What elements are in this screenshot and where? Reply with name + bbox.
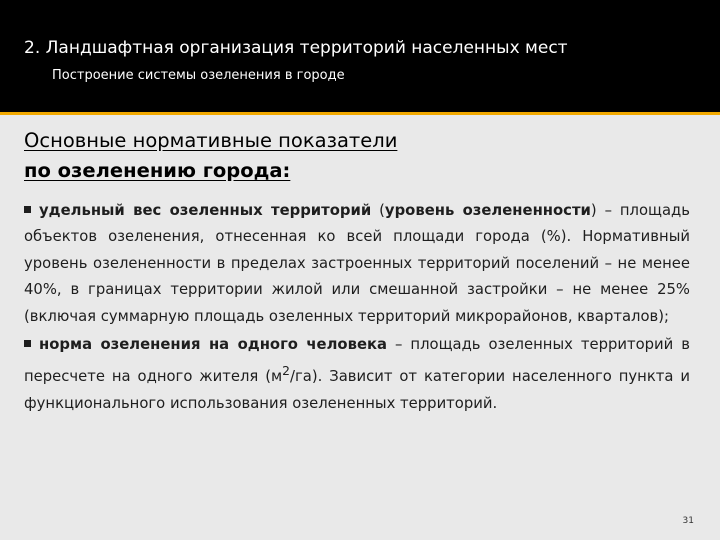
bullet-paren: ( [371,202,385,219]
section-heading [24,126,624,186]
section-heading-line1: Основные нормативные показатели [24,129,398,152]
bullet-term: удельный вес озеленных территорий [39,202,372,219]
section-heading-line2: по озеленению города: [24,159,291,182]
page-number: 31 [682,516,694,526]
bullet-text: – площадь озеленных территорий в пересчете на одного жителя (м [24,336,690,386]
square-bullet-icon [24,206,31,213]
slide-header [0,0,720,112]
accent-divider [0,112,720,115]
slide-title: 2. Ландшафтная организация территорий населенных мест [24,38,568,58]
superscript: 2 [282,364,290,379]
bullet-text-tail: /га). Зависит от категории населенного пункта и функционального использования озелененных территорий. [24,368,690,412]
slide-subtitle: Построение системы озеленения в городе [52,68,345,83]
bullet-term: норма озеленения на одного человека [39,336,388,354]
bullet-item-greenery-share [24,198,690,330]
bullet-text: ) – площадь объектов озеленения, отнесенная ко всей площади города (%). Нормативный уровень озелененности в пределах застроенных территорий поселений – не менее 40%, в границах территории жилой или смешанной застройки – не менее 25% (включая суммарную площадь озеленных территорий микрорайонов, кварталов); [24,202,690,325]
bullet-term-secondary: уровень озелененности [384,202,591,219]
bullet-item-greenery-norm [24,332,690,417]
square-bullet-icon [24,340,31,347]
slide-content [24,198,690,417]
